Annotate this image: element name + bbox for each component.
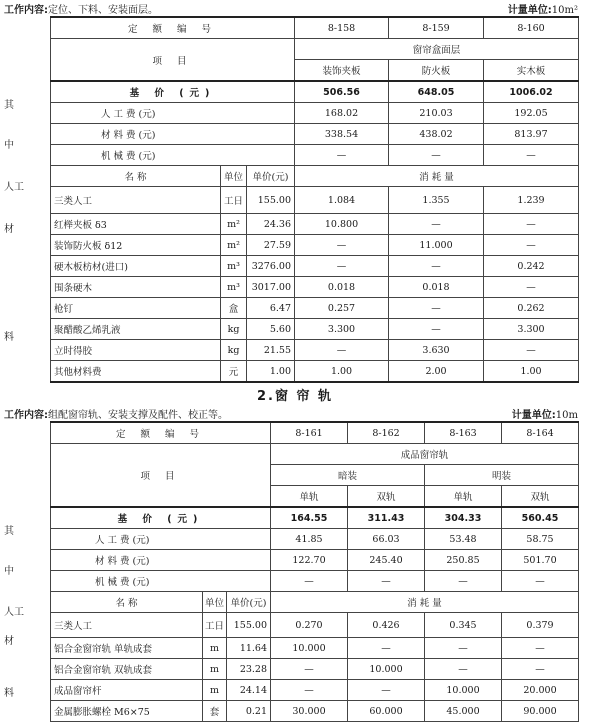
quota-code: 8-161	[271, 422, 348, 444]
col-consume-header: 消 耗 量	[271, 592, 579, 613]
material-value: —	[271, 680, 348, 701]
quota-code: 8-158	[295, 17, 389, 39]
col-unit-header: 单位	[203, 592, 227, 613]
material-value: —	[295, 340, 389, 361]
material-price: 11.64	[227, 638, 271, 659]
cost-value: 53.48	[425, 529, 502, 550]
material-value: —	[295, 235, 389, 256]
cost-value: 168.02	[295, 103, 389, 124]
material-row	[51, 680, 579, 701]
material-price: 3276.00	[247, 256, 295, 277]
material-value: 3.300	[484, 319, 579, 340]
material-name: 围条硬木	[51, 277, 221, 298]
material-value: 11.000	[389, 235, 484, 256]
material-name: 金属膨胀螺栓 M6×75	[51, 701, 203, 722]
cost-value: —	[348, 571, 425, 592]
material-row	[51, 638, 579, 659]
material-unit: kg	[221, 340, 247, 361]
cost-value: —	[271, 571, 348, 592]
material-value: —	[425, 638, 502, 659]
cost-row	[51, 529, 579, 550]
labor-name: 三类人工	[51, 187, 221, 214]
material-name: 铝合金窗帘轨 双轨成套	[51, 659, 203, 680]
item-label: 项 目	[51, 39, 295, 82]
cost-row	[51, 103, 579, 124]
mid-header: 暗装	[271, 465, 425, 486]
cost-row	[51, 550, 579, 571]
material-value: 10.000	[271, 638, 348, 659]
group-header: 成品窗帘轨	[271, 444, 579, 465]
table-row	[51, 39, 579, 60]
labor-value: 0.345	[425, 613, 502, 638]
labor-row	[51, 187, 579, 214]
material-unit: m²	[221, 214, 247, 235]
table-row	[51, 17, 579, 39]
cost-value: 245.40	[348, 550, 425, 571]
col-unit-header: 单位	[221, 166, 247, 187]
base-price-value: 1006.02	[484, 81, 579, 103]
material-value: —	[295, 256, 389, 277]
material-value: —	[425, 659, 502, 680]
cost-value: —	[425, 571, 502, 592]
material-value: 0.018	[389, 277, 484, 298]
base-price-value: 304.33	[425, 507, 502, 529]
material-value: —	[389, 256, 484, 277]
cost-value: 250.85	[425, 550, 502, 571]
material-price: 24.14	[227, 680, 271, 701]
cost-label: 材 料 费 (元)	[51, 124, 295, 145]
quota-code: 8-159	[389, 17, 484, 39]
col-consume-header: 消 耗 量	[295, 166, 579, 187]
base-price-value: 506.56	[295, 81, 389, 103]
base-price-row	[51, 507, 579, 529]
material-unit: m	[203, 680, 227, 701]
cost-label: 人 工 费 (元)	[51, 529, 271, 550]
material-name: 成品窗帘杆	[51, 680, 203, 701]
material-value: 10.000	[348, 659, 425, 680]
quota-code: 8-163	[425, 422, 502, 444]
material-value: 90.000	[502, 701, 579, 722]
labor-value: 0.426	[348, 613, 425, 638]
base-price-row	[51, 81, 579, 103]
cost-value: —	[502, 571, 579, 592]
labor-price: 155.00	[247, 187, 295, 214]
quota-table-1	[50, 16, 579, 383]
material-price: 3017.00	[247, 277, 295, 298]
labor-row	[51, 613, 579, 638]
base-price-value: 560.45	[502, 507, 579, 529]
labor-name: 三类人工	[51, 613, 203, 638]
material-value: 20.000	[502, 680, 579, 701]
material-unit: m	[203, 638, 227, 659]
material-value: 3.630	[389, 340, 484, 361]
material-value: 1.00	[484, 361, 579, 383]
material-row	[51, 235, 579, 256]
material-unit: m	[203, 659, 227, 680]
material-name: 装饰防火板 δ12	[51, 235, 221, 256]
cost-row	[51, 124, 579, 145]
material-row	[51, 298, 579, 319]
material-name: 铝合金窗帘轨 单轨成套	[51, 638, 203, 659]
work-content: 工作内容:定位、下料、安装面层。	[4, 5, 158, 16]
sub-header: 实木板	[484, 60, 579, 82]
sub-header: 单轨	[271, 486, 348, 508]
material-price: 27.59	[247, 235, 295, 256]
cost-label: 机 械 费 (元)	[51, 145, 295, 166]
material-unit: m³	[221, 256, 247, 277]
base-price-value: 311.43	[348, 507, 425, 529]
material-row	[51, 659, 579, 680]
labor-value: 1.084	[295, 187, 389, 214]
sub-header: 装饰夹板	[295, 60, 389, 82]
material-price: 0.21	[227, 701, 271, 722]
quota-code: 8-160	[484, 17, 579, 39]
material-row	[51, 214, 579, 235]
material-price: 24.36	[247, 214, 295, 235]
material-value: 0.262	[484, 298, 579, 319]
sub-header: 双轨	[502, 486, 579, 508]
material-value: —	[484, 235, 579, 256]
column-header-row	[51, 592, 579, 613]
material-value: —	[484, 340, 579, 361]
labor-unit: 工日	[221, 187, 247, 214]
quota-code: 8-162	[348, 422, 425, 444]
item-label: 项 目	[51, 444, 271, 508]
labor-price: 155.00	[227, 613, 271, 638]
material-value: 30.000	[271, 701, 348, 722]
unit-of-measure: 计量单位:10m²	[507, 5, 578, 16]
material-row	[51, 361, 579, 383]
material-price: 1.00	[247, 361, 295, 383]
sub-header: 双轨	[348, 486, 425, 508]
section1-header	[0, 0, 590, 16]
material-value: 45.000	[425, 701, 502, 722]
quota-table-2	[50, 421, 579, 722]
material-price: 23.28	[227, 659, 271, 680]
cost-value: 66.03	[348, 529, 425, 550]
material-value: —	[484, 277, 579, 298]
material-row	[51, 256, 579, 277]
labor-value: 1.355	[389, 187, 484, 214]
sub-header: 防火板	[389, 60, 484, 82]
material-value: 10.000	[425, 680, 502, 701]
cost-value: 192.05	[484, 103, 579, 124]
cost-value: 501.70	[502, 550, 579, 571]
group-header: 窗帘盒面层	[295, 39, 579, 60]
cost-label: 人 工 费 (元)	[51, 103, 295, 124]
cost-value: 41.85	[271, 529, 348, 550]
material-value: —	[502, 638, 579, 659]
mid-header: 明装	[425, 465, 579, 486]
material-unit: 套	[203, 701, 227, 722]
material-value: —	[502, 659, 579, 680]
material-unit: 盒	[221, 298, 247, 319]
cost-value: —	[295, 145, 389, 166]
cost-value: 813.97	[484, 124, 579, 145]
material-value: —	[389, 319, 484, 340]
material-value: 2.00	[389, 361, 484, 383]
material-value: 60.000	[348, 701, 425, 722]
material-value: 3.300	[295, 319, 389, 340]
base-price-label: 基 价 (元)	[51, 81, 295, 103]
material-value: —	[271, 659, 348, 680]
material-name: 立时得胶	[51, 340, 221, 361]
material-value: —	[389, 214, 484, 235]
material-unit: m²	[221, 235, 247, 256]
table-row	[51, 422, 579, 444]
labor-value: 1.239	[484, 187, 579, 214]
material-name: 聚醋酸乙烯乳液	[51, 319, 221, 340]
cost-label: 机 械 费 (元)	[51, 571, 271, 592]
material-value: 10.800	[295, 214, 389, 235]
material-name: 其他材料费	[51, 361, 221, 383]
base-price-value: 648.05	[389, 81, 484, 103]
cost-value: —	[484, 145, 579, 166]
material-row	[51, 701, 579, 722]
base-price-label: 基 价 (元)	[51, 507, 271, 529]
material-value: —	[348, 680, 425, 701]
cost-value: 438.02	[389, 124, 484, 145]
col-name-header: 名 称	[51, 166, 221, 187]
material-price: 21.55	[247, 340, 295, 361]
cost-value: 210.03	[389, 103, 484, 124]
unit-of-measure: 计量单位:10m	[511, 410, 578, 421]
col-name-header: 名 称	[51, 592, 203, 613]
cost-value: 338.54	[295, 124, 389, 145]
quota-number-label: 定 额 编 号	[51, 422, 271, 444]
material-price: 6.47	[247, 298, 295, 319]
material-name: 枪钉	[51, 298, 221, 319]
labor-value: 0.270	[271, 613, 348, 638]
material-value: —	[348, 638, 425, 659]
cost-value: 122.70	[271, 550, 348, 571]
labor-value: 0.379	[502, 613, 579, 638]
section2-title: 2.窗 帘 轨	[256, 389, 334, 404]
col-price-header: 单价(元)	[227, 592, 271, 613]
material-value: 0.257	[295, 298, 389, 319]
material-name: 硬木板枋材(进口)	[51, 256, 221, 277]
cost-row	[51, 571, 579, 592]
material-price: 5.60	[247, 319, 295, 340]
material-row	[51, 277, 579, 298]
col-price-header: 单价(元)	[247, 166, 295, 187]
cost-value: —	[389, 145, 484, 166]
material-value: —	[484, 214, 579, 235]
material-row	[51, 319, 579, 340]
material-row	[51, 340, 579, 361]
section2-header	[0, 405, 590, 421]
quota-number-label: 定 额 编 号	[51, 17, 295, 39]
material-value: —	[389, 298, 484, 319]
sub-header: 单轨	[425, 486, 502, 508]
table-row	[51, 444, 579, 465]
quota-code: 8-164	[502, 422, 579, 444]
column-header-row	[51, 166, 579, 187]
cost-value: 58.75	[502, 529, 579, 550]
material-unit: m³	[221, 277, 247, 298]
material-unit: 元	[221, 361, 247, 383]
base-price-value: 164.55	[271, 507, 348, 529]
material-value: 0.242	[484, 256, 579, 277]
work-content: 工作内容:组配窗帘轨、安装支撑及配件、校正等。	[4, 410, 228, 421]
material-value: 1.00	[295, 361, 389, 383]
cost-row	[51, 145, 579, 166]
material-name: 红榉夹板 δ3	[51, 214, 221, 235]
labor-unit: 工日	[203, 613, 227, 638]
material-unit: kg	[221, 319, 247, 340]
cost-label: 材 料 费 (元)	[51, 550, 271, 571]
material-value: 0.018	[295, 277, 389, 298]
